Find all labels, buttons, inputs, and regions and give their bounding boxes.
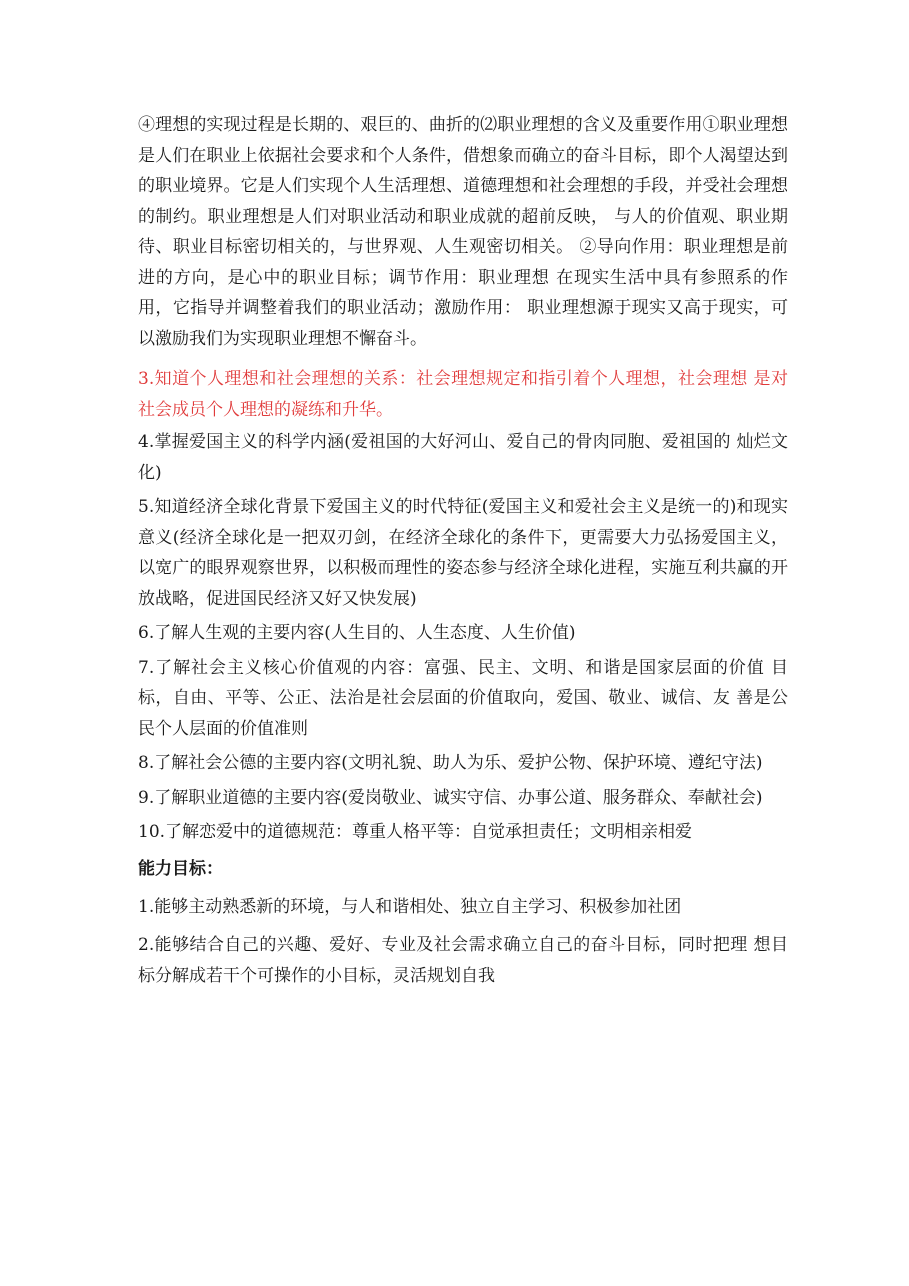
document-body — [138, 110, 788, 999]
paragraph-career-ideal: ④理想的实现过程是长期的、艰巨的、曲折的⑵职业理想的含义及重要作用①职业理想是人们在职业上依据社会要求和个人条件，借想象而确立的奋斗目标，即个人渴望达到的职业境界。它是人们实现个人生活理想、道德理想和社会理想的手段，并受社会理想的制约。职业理想是人们对职业活动和职业成就的超前反映， 与人的价值观、职业期待、职业目标密切相关的，与世界观、人生观密切相关。 ②导向作用：职业理想是前进的方向，是心中的职业目标；调节作用：职业理想 在现实生活中具有参照系的作用，它指导并调整着我们的职业活动；激励作用： 职业理想源于现实又高于现实，可以激励我们为实现职业理想不懈奋斗。 — [138, 115, 788, 349]
item-8: 8.了解社会公德的主要内容(文明礼貌、助人为乐、爱护公物、保护环境、遵纪守法) — [138, 753, 763, 773]
item-3-highlighted: 3.知道个人理想和社会理想的关系：社会理想规定和指引着个人理想，社会理想 是对社会成员个人理想的凝练和升华。 — [138, 369, 788, 420]
item-5: 5.知道经济全球化背景下爱国主义的时代特征(爱国主义和爱社会主义是统一的)和现实意义(经济全球化是一把双刃剑，在经济全球化的条件下，更需要大力弘扬爱国主义，以宽广的眼界观察世界，以积极而理性的姿态参与经济全球化进程，实施互利共赢的开放战略，促进国民经济又好又快发展) — [138, 497, 788, 609]
ability-goals-heading: 能力目标： — [138, 858, 223, 879]
ability-item-2: 2.能够结合自己的兴趣、爱好、专业及社会需求确立自己的奋斗目标，同时把理 想目标分解成若干个可操作的小目标，灵活规划自我 — [138, 935, 788, 986]
ability-item-1: 1.能够主动熟悉新的环境，与人和谐相处、独立自主学习、积极参加社团 — [138, 896, 682, 917]
item-10: 10.了解恋爱中的道德规范：尊重人格平等：自觉承担责任；文明相亲相爱 — [138, 822, 693, 842]
item-4: 4.掌握爱国主义的科学内涵(爱祖国的大好河山、爱自己的骨肉同胞、爱祖国的 灿烂文化) — [138, 432, 788, 483]
item-9: 9.了解职业道德的主要内容(爱岗敬业、诚实守信、办事公道、服务群众、奉献社会) — [138, 787, 763, 808]
item-6: 6.了解人生观的主要内容(人生目的、人生态度、人生价值) — [138, 623, 576, 643]
item-7: 7.了解社会主义核心价值观的内容：富强、民主、文明、和谐是国家层面的价值 目标，自由、平等、公正、法治是社会层面的价值取向，爱国、敬业、诚信、友 善是公民个人层面的价值准则 — [138, 657, 788, 739]
